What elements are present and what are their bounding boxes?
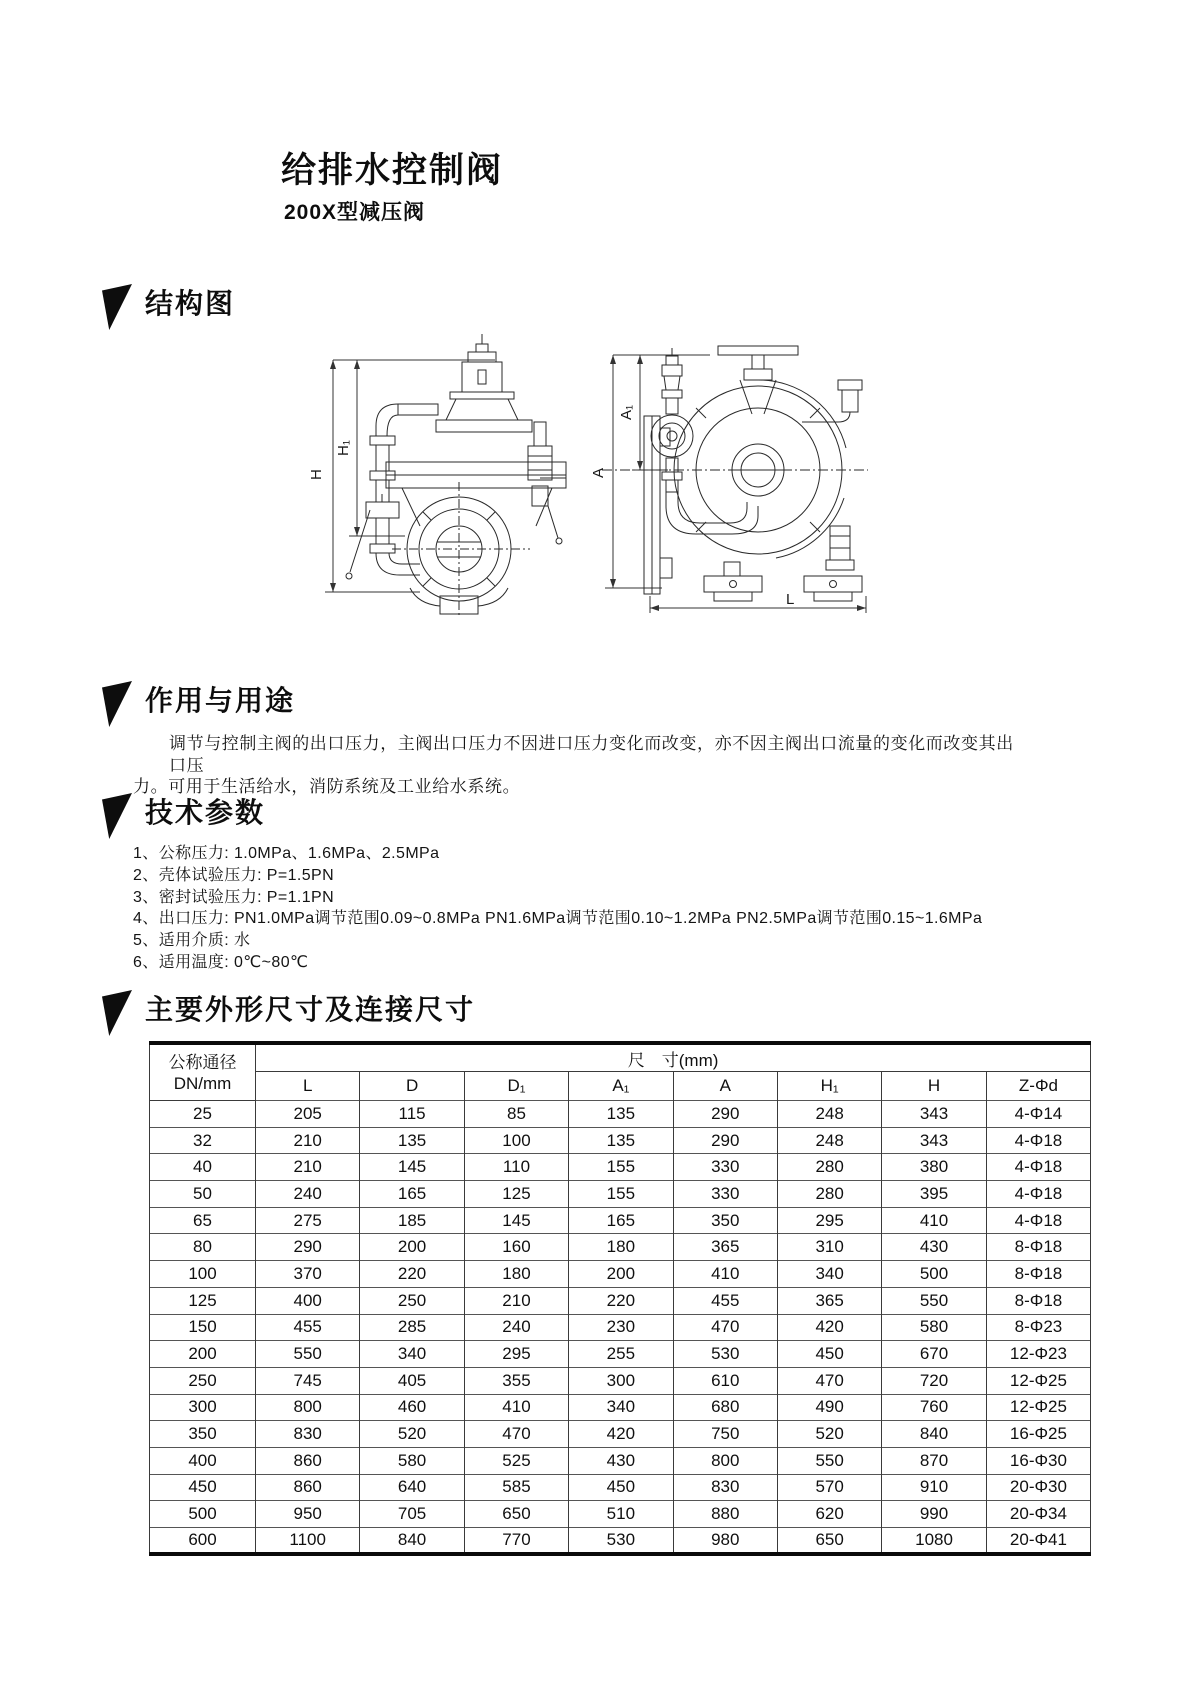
table-row bbox=[150, 1287, 1091, 1314]
table-cell: 500 bbox=[882, 1261, 986, 1288]
table-cell: 770 bbox=[464, 1528, 568, 1555]
table-cell: 135 bbox=[569, 1101, 673, 1128]
page-title: 给排水控制阀 bbox=[281, 151, 504, 190]
tech-param-item: 3、密封试验压力: P=1.1PN bbox=[133, 888, 335, 906]
paragraph-line: 调节与控制主阀的出口压力，主阀出口压力不因进口压力变化而改变，亦不因主阀出口流量的变化而改变其出口压 bbox=[169, 734, 1014, 775]
table-cell: 470 bbox=[673, 1314, 777, 1341]
table-cell: 295 bbox=[464, 1341, 568, 1368]
table-row bbox=[150, 1474, 1091, 1501]
table-cell: 370 bbox=[256, 1261, 360, 1288]
column-header-dn-line1: 公称通径 bbox=[168, 1052, 237, 1072]
table-cell: 550 bbox=[777, 1447, 881, 1474]
table-cell: 380 bbox=[882, 1154, 986, 1181]
table-cell: 530 bbox=[569, 1528, 673, 1555]
table-cell: 205 bbox=[256, 1101, 360, 1128]
table-cell: 40 bbox=[150, 1154, 256, 1181]
table-cell: 800 bbox=[256, 1394, 360, 1421]
table-cell: 20-Φ30 bbox=[986, 1474, 1090, 1501]
table-cell: 580 bbox=[882, 1314, 986, 1341]
table-cell: 135 bbox=[360, 1127, 464, 1154]
function-paragraph bbox=[133, 733, 1017, 798]
table-cell: 880 bbox=[673, 1501, 777, 1528]
table-cell: 65 bbox=[150, 1207, 256, 1234]
table-cell: 650 bbox=[464, 1501, 568, 1528]
table-cell: 155 bbox=[569, 1181, 673, 1208]
table-cell: 950 bbox=[256, 1501, 360, 1528]
section-heading-label: 主要外形尺寸及连接尺寸 bbox=[145, 995, 476, 1026]
table-cell: 355 bbox=[464, 1367, 568, 1394]
table-row bbox=[150, 1207, 1091, 1234]
table-cell: 450 bbox=[150, 1474, 256, 1501]
table-cell: 4-Φ14 bbox=[986, 1101, 1090, 1128]
table-cell: 290 bbox=[256, 1234, 360, 1261]
table-cell: 420 bbox=[777, 1314, 881, 1341]
table-cell: 275 bbox=[256, 1207, 360, 1234]
column-header: A₁ bbox=[569, 1072, 673, 1101]
column-header: H₁ bbox=[777, 1072, 881, 1101]
table-cell: 100 bbox=[150, 1261, 256, 1288]
tech-param-item: 5、适用介质: 水 bbox=[133, 932, 251, 950]
table-cell: 180 bbox=[569, 1234, 673, 1261]
table-cell: 180 bbox=[464, 1261, 568, 1288]
page-subtitle: 200X型减压阀 bbox=[284, 201, 426, 224]
table-cell: 510 bbox=[569, 1501, 673, 1528]
table-cell: 145 bbox=[360, 1154, 464, 1181]
table-cell: 16-Φ30 bbox=[986, 1447, 1090, 1474]
table-cell: 255 bbox=[569, 1341, 673, 1368]
dim-label-A1: A₁ bbox=[618, 404, 635, 420]
table-cell: 25 bbox=[150, 1101, 256, 1128]
column-header: Z-Φd bbox=[986, 1072, 1090, 1101]
table-cell: 80 bbox=[150, 1234, 256, 1261]
table-cell: 610 bbox=[673, 1367, 777, 1394]
table-cell: 210 bbox=[256, 1127, 360, 1154]
table-cell: 500 bbox=[150, 1501, 256, 1528]
table-cell: 155 bbox=[569, 1154, 673, 1181]
dimensions-table bbox=[149, 1041, 1090, 1556]
table-cell: 450 bbox=[777, 1341, 881, 1368]
table-cell: 32 bbox=[150, 1127, 256, 1154]
table-cell: 125 bbox=[150, 1287, 256, 1314]
table-cell: 165 bbox=[360, 1181, 464, 1208]
table-cell: 125 bbox=[464, 1181, 568, 1208]
table-cell: 860 bbox=[256, 1474, 360, 1501]
table-cell: 290 bbox=[673, 1101, 777, 1128]
table-cell: 12-Φ23 bbox=[986, 1341, 1090, 1368]
table-row bbox=[150, 1261, 1091, 1288]
table-row bbox=[150, 1394, 1091, 1421]
table-row bbox=[150, 1528, 1091, 1555]
dim-label-A: A bbox=[590, 467, 607, 478]
table-cell: 680 bbox=[673, 1394, 777, 1421]
section-heading-label: 结构图 bbox=[145, 289, 236, 320]
table-cell: 290 bbox=[673, 1127, 777, 1154]
table-cell: 115 bbox=[360, 1101, 464, 1128]
tech-param-item: 1、公称压力: 1.0MPa、1.6MPa、2.5MPa bbox=[133, 845, 440, 862]
column-header: H bbox=[882, 1072, 986, 1101]
section-marker-icon bbox=[102, 681, 132, 727]
table-cell: 165 bbox=[569, 1207, 673, 1234]
table-cell: 135 bbox=[569, 1127, 673, 1154]
table-cell: 20-Φ34 bbox=[986, 1501, 1090, 1528]
table-cell: 470 bbox=[777, 1367, 881, 1394]
column-header-dn-line2: DN/mm bbox=[173, 1073, 232, 1093]
table-cell: 310 bbox=[777, 1234, 881, 1261]
table-cell: 410 bbox=[464, 1394, 568, 1421]
table-cell: 4-Φ18 bbox=[986, 1181, 1090, 1208]
table-cell: 455 bbox=[256, 1314, 360, 1341]
dim-label-H1: H₁ bbox=[335, 440, 352, 456]
table-cell: 1080 bbox=[882, 1528, 986, 1555]
paragraph-line: 力。可用于生活给水，消防系统及工业给水系统。 bbox=[133, 777, 521, 796]
table-cell: 230 bbox=[569, 1314, 673, 1341]
table-row bbox=[150, 1314, 1091, 1341]
table-cell: 580 bbox=[360, 1447, 464, 1474]
table-cell: 860 bbox=[256, 1447, 360, 1474]
table-cell: 220 bbox=[569, 1287, 673, 1314]
table-cell: 145 bbox=[464, 1207, 568, 1234]
table-cell: 530 bbox=[673, 1341, 777, 1368]
table-cell: 300 bbox=[569, 1367, 673, 1394]
table-cell: 350 bbox=[673, 1207, 777, 1234]
table-row bbox=[150, 1154, 1091, 1181]
table-cell: 295 bbox=[777, 1207, 881, 1234]
table-cell: 720 bbox=[882, 1367, 986, 1394]
table-cell: 185 bbox=[360, 1207, 464, 1234]
table-cell: 705 bbox=[360, 1501, 464, 1528]
table-row bbox=[150, 1447, 1091, 1474]
table-cell: 4-Φ18 bbox=[986, 1207, 1090, 1234]
table-cell: 8-Φ23 bbox=[986, 1314, 1090, 1341]
table-cell: 830 bbox=[673, 1474, 777, 1501]
table-cell: 350 bbox=[150, 1421, 256, 1448]
table-cell: 4-Φ18 bbox=[986, 1127, 1090, 1154]
table-cell: 620 bbox=[777, 1501, 881, 1528]
column-header: D₁ bbox=[464, 1072, 568, 1101]
table-cell: 330 bbox=[673, 1154, 777, 1181]
table-cell: 430 bbox=[882, 1234, 986, 1261]
table-cell: 640 bbox=[360, 1474, 464, 1501]
column-header: L bbox=[256, 1072, 360, 1101]
table-cell: 343 bbox=[882, 1101, 986, 1128]
dims-table-colrow bbox=[150, 1072, 1091, 1101]
table-cell: 330 bbox=[673, 1181, 777, 1208]
table-cell: 20-Φ41 bbox=[986, 1528, 1090, 1555]
table-cell: 365 bbox=[777, 1287, 881, 1314]
table-cell: 840 bbox=[882, 1421, 986, 1448]
table-cell: 650 bbox=[777, 1528, 881, 1555]
table-cell: 520 bbox=[777, 1421, 881, 1448]
table-cell: 460 bbox=[360, 1394, 464, 1421]
table-cell: 410 bbox=[882, 1207, 986, 1234]
table-cell: 405 bbox=[360, 1367, 464, 1394]
dim-label-L: L bbox=[786, 591, 795, 608]
table-cell: 600 bbox=[150, 1528, 256, 1555]
table-cell: 910 bbox=[882, 1474, 986, 1501]
table-cell: 395 bbox=[882, 1181, 986, 1208]
table-cell: 670 bbox=[882, 1341, 986, 1368]
table-row bbox=[150, 1181, 1091, 1208]
table-cell: 550 bbox=[256, 1341, 360, 1368]
table-cell: 12-Φ25 bbox=[986, 1394, 1090, 1421]
dims-table-body bbox=[150, 1101, 1091, 1555]
table-cell: 280 bbox=[777, 1154, 881, 1181]
table-cell: 220 bbox=[360, 1261, 464, 1288]
table-cell: 470 bbox=[464, 1421, 568, 1448]
table-cell: 870 bbox=[882, 1447, 986, 1474]
section-marker-icon bbox=[102, 990, 132, 1036]
table-cell: 50 bbox=[150, 1181, 256, 1208]
table-cell: 300 bbox=[150, 1394, 256, 1421]
table-cell: 8-Φ18 bbox=[986, 1234, 1090, 1261]
table-cell: 4-Φ18 bbox=[986, 1154, 1090, 1181]
table-cell: 520 bbox=[360, 1421, 464, 1448]
table-cell: 200 bbox=[360, 1234, 464, 1261]
table-cell: 240 bbox=[256, 1181, 360, 1208]
table-cell: 450 bbox=[569, 1474, 673, 1501]
section-heading-label: 技术参数 bbox=[145, 798, 266, 829]
table-cell: 200 bbox=[150, 1341, 256, 1368]
table-cell: 240 bbox=[464, 1314, 568, 1341]
table-cell: 210 bbox=[464, 1287, 568, 1314]
table-cell: 248 bbox=[777, 1127, 881, 1154]
table-cell: 800 bbox=[673, 1447, 777, 1474]
tech-param-item: 2、壳体试验压力: P=1.5PN bbox=[133, 866, 335, 884]
table-cell: 85 bbox=[464, 1101, 568, 1128]
table-row bbox=[150, 1234, 1091, 1261]
column-header: A bbox=[673, 1072, 777, 1101]
table-cell: 400 bbox=[256, 1287, 360, 1314]
table-cell: 340 bbox=[777, 1261, 881, 1288]
table-cell: 430 bbox=[569, 1447, 673, 1474]
table-row bbox=[150, 1101, 1091, 1128]
tech-param-item: 4、出口压力: PN1.0MPa调节范围0.09~0.8MPa PN1.6MPa调节范围0.10~1.2MPa PN2.5MPa调节范围0.15~1.6MPa bbox=[133, 910, 983, 928]
table-cell: 760 bbox=[882, 1394, 986, 1421]
table-cell: 150 bbox=[150, 1314, 256, 1341]
tech-param-item: 6、适用温度: 0℃~80℃ bbox=[133, 953, 309, 971]
table-row bbox=[150, 1341, 1091, 1368]
table-cell: 8-Φ18 bbox=[986, 1287, 1090, 1314]
tech-params-list bbox=[133, 843, 1033, 974]
valve-structure-diagram bbox=[290, 330, 870, 621]
table-cell: 200 bbox=[569, 1261, 673, 1288]
table-cell: 990 bbox=[882, 1501, 986, 1528]
table-row bbox=[150, 1421, 1091, 1448]
table-row bbox=[150, 1367, 1091, 1394]
table-cell: 248 bbox=[777, 1101, 881, 1128]
table-cell: 750 bbox=[673, 1421, 777, 1448]
side-view-drawing bbox=[590, 346, 868, 613]
table-cell: 16-Φ25 bbox=[986, 1421, 1090, 1448]
table-cell: 280 bbox=[777, 1181, 881, 1208]
table-cell: 1100 bbox=[256, 1528, 360, 1555]
table-cell: 840 bbox=[360, 1528, 464, 1555]
front-view-drawing bbox=[308, 334, 566, 616]
table-row bbox=[150, 1501, 1091, 1528]
table-row bbox=[150, 1127, 1091, 1154]
table-cell: 365 bbox=[673, 1234, 777, 1261]
table-cell: 455 bbox=[673, 1287, 777, 1314]
table-cell: 110 bbox=[464, 1154, 568, 1181]
table-cell: 250 bbox=[150, 1367, 256, 1394]
table-cell: 12-Φ25 bbox=[986, 1367, 1090, 1394]
section-heading-label: 作用与用途 bbox=[145, 686, 296, 717]
table-cell: 745 bbox=[256, 1367, 360, 1394]
table-cell: 490 bbox=[777, 1394, 881, 1421]
table-cell: 570 bbox=[777, 1474, 881, 1501]
table-cell: 420 bbox=[569, 1421, 673, 1448]
table-cell: 410 bbox=[673, 1261, 777, 1288]
table-cell: 340 bbox=[569, 1394, 673, 1421]
table-cell: 980 bbox=[673, 1528, 777, 1555]
table-cell: 550 bbox=[882, 1287, 986, 1314]
table-cell: 250 bbox=[360, 1287, 464, 1314]
table-cell: 400 bbox=[150, 1447, 256, 1474]
table-cell: 160 bbox=[464, 1234, 568, 1261]
table-cell: 525 bbox=[464, 1447, 568, 1474]
table-cell: 210 bbox=[256, 1154, 360, 1181]
table-cell: 8-Φ18 bbox=[986, 1261, 1090, 1288]
table-cell: 100 bbox=[464, 1127, 568, 1154]
table-cell: 585 bbox=[464, 1474, 568, 1501]
section-marker-icon bbox=[102, 793, 132, 839]
table-cell: 343 bbox=[882, 1127, 986, 1154]
column-header: D bbox=[360, 1072, 464, 1101]
column-header-dn bbox=[150, 1043, 256, 1101]
table-cell: 830 bbox=[256, 1421, 360, 1448]
dim-label-H: H bbox=[308, 469, 325, 480]
table-cell: 285 bbox=[360, 1314, 464, 1341]
section-marker-icon bbox=[102, 284, 132, 330]
column-header-size-group: 尺 寸(mm) bbox=[256, 1043, 1091, 1072]
table-cell: 340 bbox=[360, 1341, 464, 1368]
